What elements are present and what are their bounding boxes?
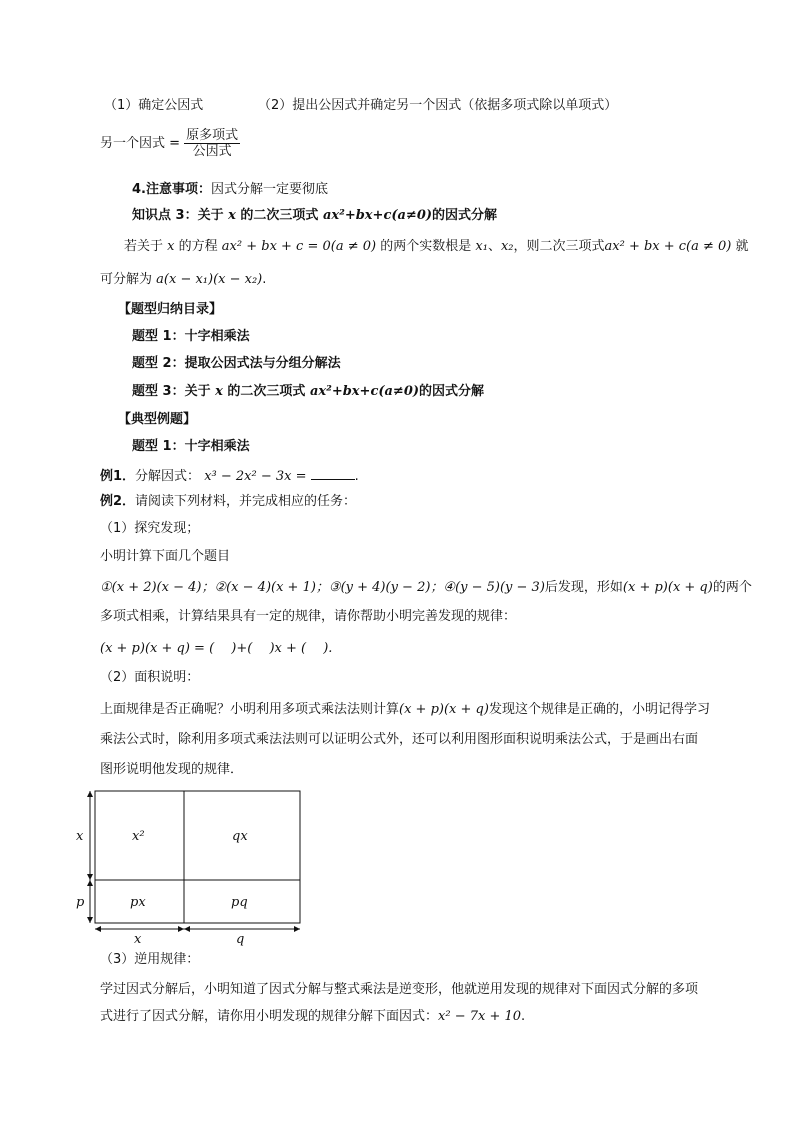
- arrow-right-icon: [294, 926, 300, 932]
- para2-end: .: [262, 272, 267, 287]
- kp3-expr: ax²+bx+c(a≠0): [322, 208, 433, 223]
- example2-label: 例2．: [100, 494, 136, 509]
- example2: [100, 492, 356, 512]
- step2-text: （2）提出公因式并确定另一个因式（依据多项式除以单项式）: [258, 98, 618, 113]
- bottom-x-label: x: [134, 932, 142, 946]
- left-x-label: x: [76, 829, 84, 844]
- example2-text: 请阅读下列材料，并完成相应的任务：: [135, 494, 357, 509]
- para1-e: 就: [735, 239, 749, 254]
- s1-after: 后发现，形如: [544, 580, 623, 595]
- other-factor-formula: [100, 127, 240, 161]
- s2-line2: 乘法公式时，除利用多项式乘法法则可以证明公式外，还可以利用图形面积说明乘法公式，于是画出右面: [100, 732, 699, 747]
- answer-blank[interactable]: [311, 465, 355, 480]
- s1-end: 的两个: [712, 580, 752, 595]
- arrow-up-icon: [87, 880, 93, 886]
- para1-expr: ax² + bx + c(a ≠ 0): [604, 239, 732, 254]
- s3-line1: 学过因式分解后，小明知道了因式分解与整式乘法是逆变形，他就逆用发现的规律对下面因式分解的多项: [100, 982, 699, 997]
- area-figure: [70, 786, 310, 946]
- para1-b: 的方程: [178, 239, 218, 254]
- para1-equation: ax² + bx + c = 0(a ≠ 0): [221, 239, 377, 254]
- para1-x2: x₂: [500, 239, 514, 254]
- bottom-q-label: q: [236, 932, 245, 946]
- s1-items: ①(x + 2)(x − 4)；②(x − 4)(x + 1)；③(y + 4)(y − 2)；④(y − 5)(y − 3): [100, 580, 545, 595]
- s1-line2: [100, 578, 752, 598]
- para1-a: 若关于: [124, 239, 164, 254]
- para1-x1: x₁: [475, 239, 488, 254]
- s1-formula: (x + p)(x + q) = ( )+( )x + ( ).: [100, 641, 333, 656]
- s1-heading: （1）探究发现；: [100, 521, 200, 536]
- catalog-heading: 【题型归纳目录】: [118, 302, 223, 317]
- kp3-x: x: [228, 208, 236, 223]
- s1-line1: 小明计算下面几个题目: [100, 549, 231, 564]
- s2-line1-b: 发现这个规律是正确的，小明记得学习: [488, 702, 710, 717]
- type3-item: [132, 382, 484, 402]
- s2-line1: [100, 700, 710, 720]
- left-p-label: p: [76, 895, 85, 910]
- arrow-down-icon: [87, 874, 93, 880]
- note-line: [132, 180, 328, 200]
- para1-c: 的两个实数根是: [380, 239, 472, 254]
- type1-again: 题型 1：十字相乘法: [132, 439, 250, 454]
- s3-line2-a: 式进行了因式分解，请你用小明发现的规律分解下面因式：: [100, 1009, 439, 1024]
- cell-pq-label: pq: [231, 895, 248, 910]
- example1-expr: x³ − 2x² − 3x =: [204, 469, 307, 484]
- example1-label: 例1．: [100, 469, 136, 484]
- s1-line3: 多项式相乘，计算结果具有一定的规律，请你帮助小明完善发现的规律：: [100, 609, 517, 624]
- type3-mid: 的二次三项式: [227, 384, 306, 399]
- other-factor-label: 另一个因式 =: [100, 136, 181, 151]
- s3-line2: [100, 1007, 525, 1027]
- cell-px-label: px: [130, 895, 146, 910]
- s2-line1-a: 上面规律是否正确呢？小明利用多项式乘法法则计算: [100, 702, 400, 717]
- step1-text: （1）确定公因式: [104, 98, 204, 113]
- note-text: 因式分解一定要彻底: [210, 182, 328, 197]
- s3-heading: （3）逆用规律：: [100, 952, 200, 967]
- example1-text: 分解因式：: [135, 469, 201, 484]
- fraction-numerator: 原多项式: [186, 128, 239, 143]
- para2: [100, 270, 266, 290]
- figure-outer-rect: [95, 791, 300, 923]
- examples-heading: 【典型例题】: [118, 412, 197, 427]
- arrow-down-icon: [87, 917, 93, 923]
- s3-end: .: [521, 1009, 526, 1024]
- example1: [100, 465, 359, 487]
- arrow-right-icon: [178, 926, 184, 932]
- type3-suffix: 的因式分解: [419, 384, 485, 399]
- note-heading: 4.注意事项：: [132, 182, 211, 197]
- kp3-prefix: 知识点 3：关于: [132, 208, 224, 223]
- para1-sep: 、: [487, 239, 501, 254]
- cell-x2-label: x²: [132, 829, 145, 844]
- para1-x: x: [167, 239, 175, 254]
- fraction: [184, 128, 240, 159]
- s2-line1-expr: (x + p)(x + q): [399, 702, 489, 717]
- cell-qx-label: qx: [232, 829, 248, 844]
- example1-end: .: [354, 469, 359, 484]
- type3-prefix: 题型 3：关于: [132, 384, 211, 399]
- kp3-mid: 的二次三项式: [240, 208, 319, 223]
- para2-expr: a(x − x₁)(x − x₂): [156, 272, 263, 287]
- type3-x: x: [215, 384, 223, 399]
- s2-line3: 图形说明他发现的规律．: [100, 762, 244, 777]
- kp3-suffix: 的因式分解: [432, 208, 498, 223]
- s2-heading: （2）面积说明：: [100, 670, 200, 685]
- arrow-left-icon: [95, 926, 101, 932]
- type3-expr: ax²+bx+c(a≠0): [309, 384, 420, 399]
- s1-form: (x + p)(x + q): [622, 580, 713, 595]
- arrow-left-icon: [184, 926, 190, 932]
- fraction-denominator: 公因式: [192, 144, 232, 159]
- para1: [124, 237, 749, 257]
- para1-d: ，则二次三项式: [513, 239, 605, 254]
- arrow-up-icon: [87, 791, 93, 797]
- para2-a: 可分解为: [100, 272, 153, 287]
- kp3-heading: [132, 206, 497, 226]
- s3-expr: x² − 7x + 10: [438, 1009, 522, 1024]
- type2-item: 题型 2：提取公因式法与分组分解法: [132, 356, 341, 371]
- type1-item: 题型 1：十字相乘法: [132, 329, 250, 344]
